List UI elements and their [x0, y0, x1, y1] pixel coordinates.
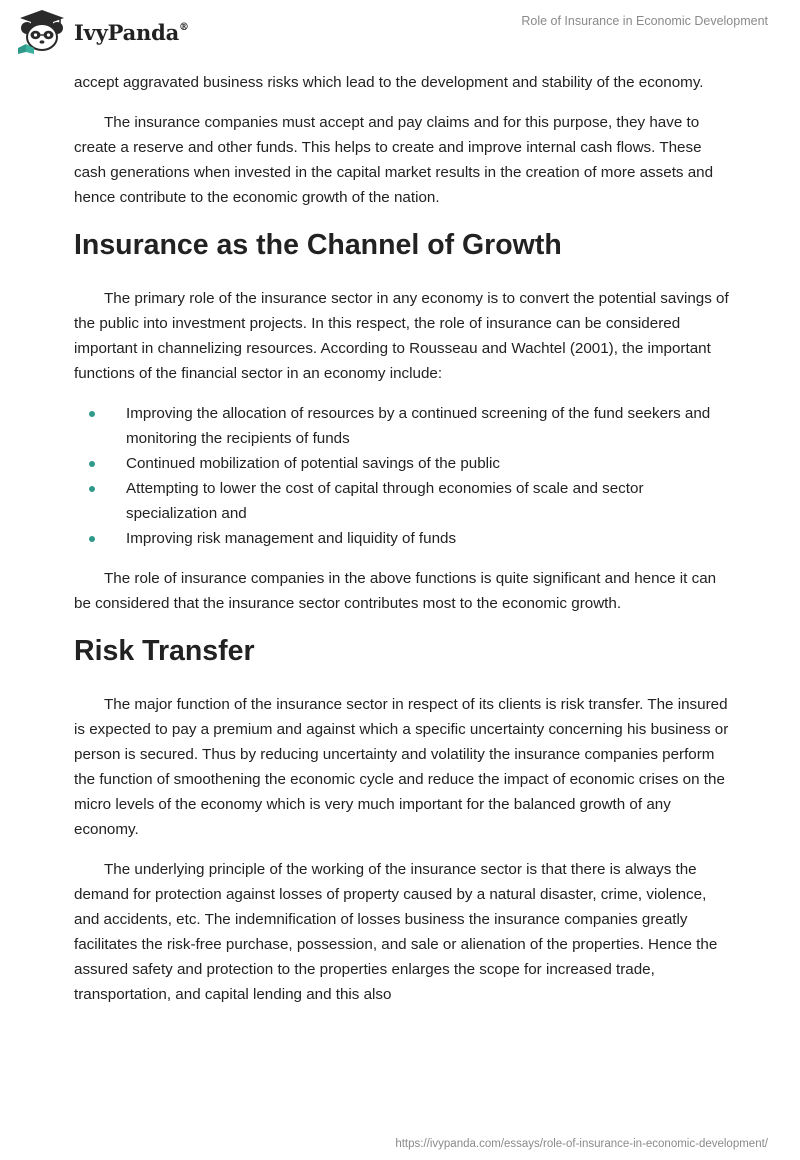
paragraph: accept aggravated business risks which lead to the development and stability of the economy.: [74, 74, 704, 91]
list-item: [74, 401, 734, 451]
paragraph: The underlying principle of the working of the insurance sector is that there is always the demand for protection against losses of property caused by a natural disaster, crime, violence, and accidents, etc. The indemnification of losses business the insurance companies greatly facilitates the risk-free purchase, possession, and sale or alienation of the properties. Hence the assured safety and protection to the properties enlarges the scope for increased trade, transportation, and capital lending and this also: [74, 861, 718, 1003]
list-item-text: Improving the allocation of resources by a continued screening of the fund seekers and monitoring the recipients of funds: [126, 405, 711, 447]
list-item-text: Attempting to lower the cost of capital through economies of scale and sector specialization and: [126, 480, 644, 522]
bullet-icon: [89, 461, 95, 467]
list-item: [74, 451, 734, 476]
list-item-text: Improving risk management and liquidity of funds: [126, 530, 457, 547]
registered-mark: ®: [179, 21, 189, 33]
brand-name-text: IvyPanda: [74, 19, 180, 45]
section-heading-risk-transfer: Risk Transfer: [74, 635, 255, 667]
document-title: Role of Insurance in Economic Development: [521, 14, 768, 28]
panda-graduate-icon: [14, 8, 70, 56]
bullet-icon: [89, 486, 95, 492]
list-item: [74, 476, 734, 526]
brand-logo[interactable]: [14, 8, 189, 56]
page-header: [0, 0, 800, 66]
paragraph: The insurance companies must accept and pay claims and for this purpose, they have to create a reserve and other funds. This helps to create and improve internal cash flows. These cash generations when invested in the capital market results in the creation of more assets and hence contribute to the economic growth of the nation.: [74, 114, 714, 206]
bullet-icon: [89, 536, 95, 542]
paragraph: The role of insurance companies in the above functions is quite significant and hence it can be considered that the insurance sector contributes most to the economic growth.: [74, 570, 717, 612]
list-item-text: Continued mobilization of potential savings of the public: [126, 455, 501, 472]
bullet-icon: [89, 411, 95, 417]
brand-name: [74, 20, 189, 45]
source-url-link[interactable]: https://ivypanda.com/essays/role-of-insurance-in-economic-development/: [395, 1138, 768, 1150]
functions-list: [74, 401, 734, 551]
paragraph: The major function of the insurance sector in respect of its clients is risk transfer. The insured is expected to pay a premium and against which a specific uncertainty concerning his business or person is secured. Thus by reducing uncertainty and volatility the insurance companies perform the function of smoothening the economic cycle and reduce the impact of economic crises on the micro levels of the economy which is very much important for the balanced growth of any economy.: [74, 696, 729, 838]
essay-content: [74, 70, 734, 1022]
paragraph: The primary role of the insurance sector in any economy is to convert the potential savings of the public into investment projects. In this respect, the role of insurance can be considered important in channelizing resources. According to Rousseau and Wachtel (2001), the important functions of the financial sector in an economy include:: [74, 290, 729, 382]
section-heading-growth: Insurance as the Channel of Growth: [74, 229, 562, 261]
list-item: [74, 526, 734, 551]
